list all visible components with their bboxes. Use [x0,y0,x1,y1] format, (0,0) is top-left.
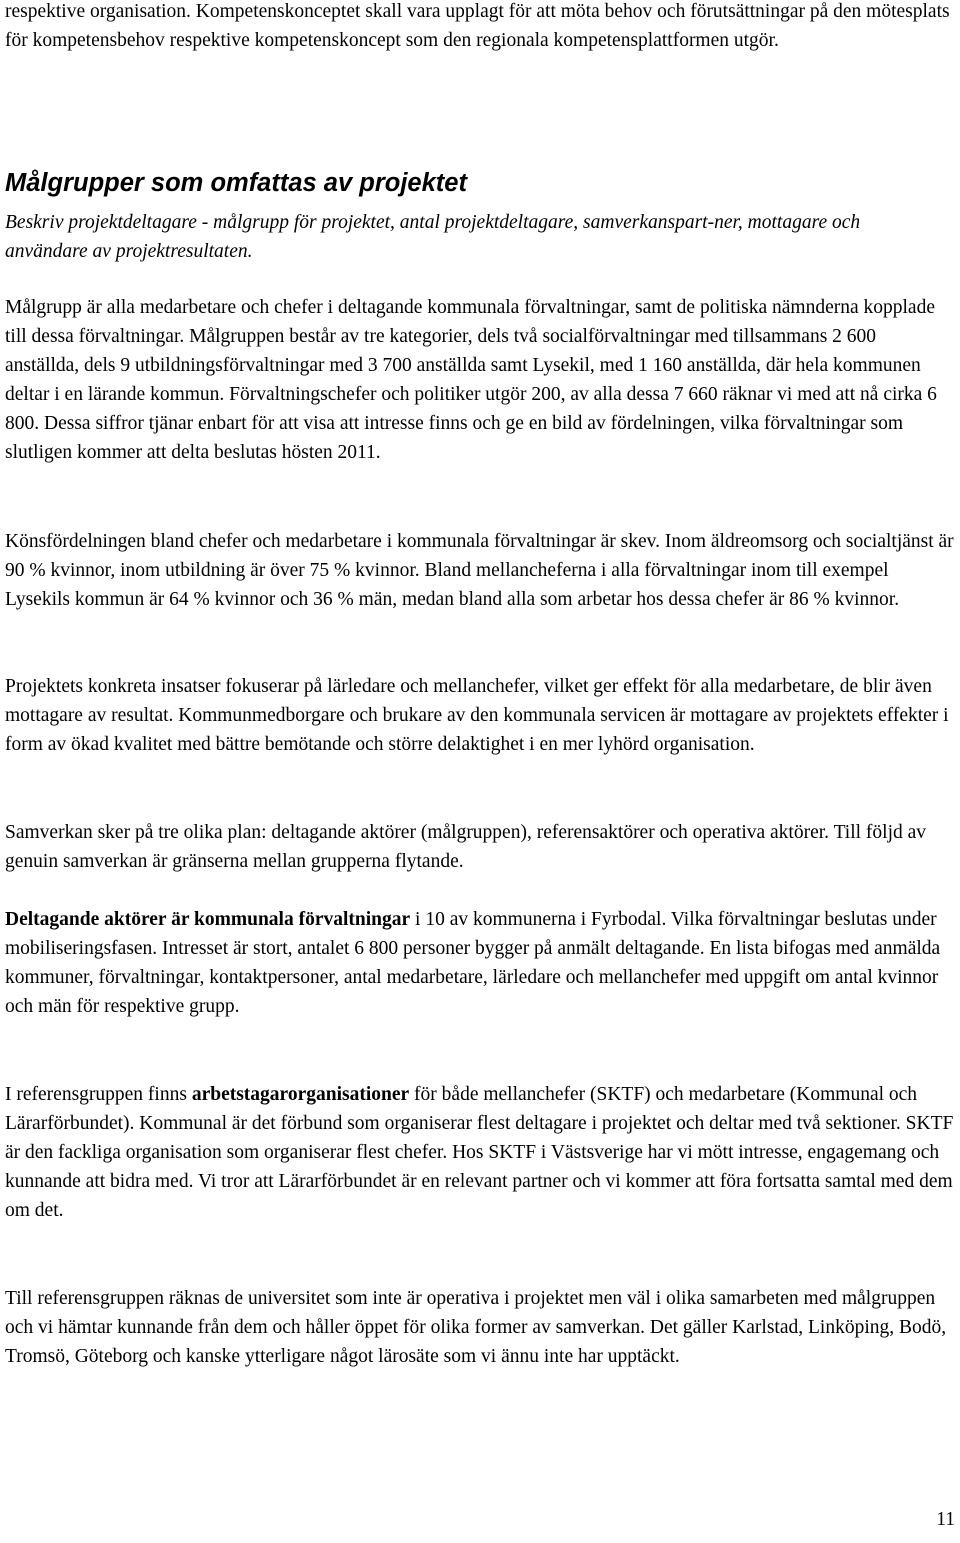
paragraph-deltagande-aktorer [5,905,955,1021]
deltagande-aktorer-bold: Deltagande aktörer är kommunala förvaltningar [5,909,411,930]
deltagande-aktorer-text: i 10 av kommunerna i Fyrbodal. Vilka förvaltningar beslutas under mobiliseringsfasen. Intresset är stort, antalet 6 800 personer bygger på anmält deltagande. En lista bifogas med anmälda kommuner, förvaltningar, kontaktpersoner, antal medarbetare, lärledare och mellanchefer med uppgift om antal kvinnor och män för respektive grupp. [5,909,941,1017]
section-intro: Beskriv projektdeltagare - målgrupp för projektet, antal projektdeltagare, samverkanspart-ner, mottagare och användare av projektresultaten. [5,212,861,262]
page-number: 11 [936,1509,955,1530]
paragraph-samverkan: Samverkan sker på tre olika plan: deltagande aktörer (målgruppen), referensaktörer och operativa aktörer. Till följd av genuin samverkan är gränserna mellan grupperna flytande. [5,822,927,872]
paragraph-konsfordelning: Könsfördelningen bland chefer och medarbetare i kommunala förvaltningar är skev. Inom äldreomsorg och socialtjänst är 90 % kvinnor, inom utbildning är över 75 % kvinnor. Bland mellancheferna i alla förvaltningar inom till exempel Lysekils kommun är 64 % kvinnor och 36 % män, medan bland alla som arbetar hos dessa chefer är 86 % kvinnor. [5,531,954,610]
paragraph-universitet: Till referensgruppen räknas de universitet som inte är operativa i projektet men väl i olika samarbeten med målgruppen och vi hämtar kunnande från dem och håller öppet för olika former av samverkan. Det gäller Karlstad, Linköping, Bodö, Tromsö, Göteborg och kanske ytterligare något lärosäte som vi ännu inte har upptäckt. [5,1288,947,1367]
referens-text-pre: I referensgruppen finns [5,1084,192,1105]
paragraph-insatser: Projektets konkreta insatser fokuserar på lärledare och mellanchefer, vilket ger effekt för alla medarbetare, de blir även mottagare av resultat. Kommunmedborgare och brukare av den kommunala servicen är mottagare av projektets effekter i form av ökad kvalitet med bättre bemötande och större delaktighet i en mer lyhörd organisation. [5,676,949,755]
referens-text-rest: för både mellanchefer (SKTF) och medarbetare (Kommunal och Lärarförbundet). Kommunal är det förbund som organiserar flest deltagare i projektet och deltar med två sektioner. SKTF är den fackliga organisation som organiserar flest chefer. Hos SKTF i Västsverige har vi mött intresse, engagemang och kunnande att bidra med. Vi tror att Lärarförbundet är en relevant partner och vi kommer att föra fortsatta samtal med dem om det. [5,1084,954,1221]
referens-bold: arbetstagarorganisationer [191,1084,410,1105]
paragraph-top: respektive organisation. Kompetenskonceptet skall vara upplagt för att möta behov och förutsättningar på den mötesplats för kompetensbehov respektive kompetenskoncept som den regionala kompetensplattformen utgör. [5,1,950,51]
section-heading: Målgrupper som omfattas av projektet [5,169,467,197]
paragraph-malgrupp: Målgrupp är alla medarbetare och chefer i deltagande kommunala förvaltningar, samt de politiska nämnderna kopplade till dessa förvaltningar. Målgruppen består av tre kategorier, dels två socialförvaltningar med tillsammans 2 600 anställda, dels 9 utbildningsförvaltningar med 3 700 anställda samt Lysekil, med 1 160 anställda, där hela kommunen deltar i en lärande kommun. Förvaltningschefer och politiker utgör 200, av alla dessa 7 660 räknar vi med att nå cirka 6 800. Dessa siffror tjänar enbart för att visa att intresse finns och ge en bild av fördelningen, vilka förvaltningar som slutligen kommer att delta beslutas hösten 2011. [5,297,937,463]
paragraph-referensgruppen [5,1080,955,1225]
